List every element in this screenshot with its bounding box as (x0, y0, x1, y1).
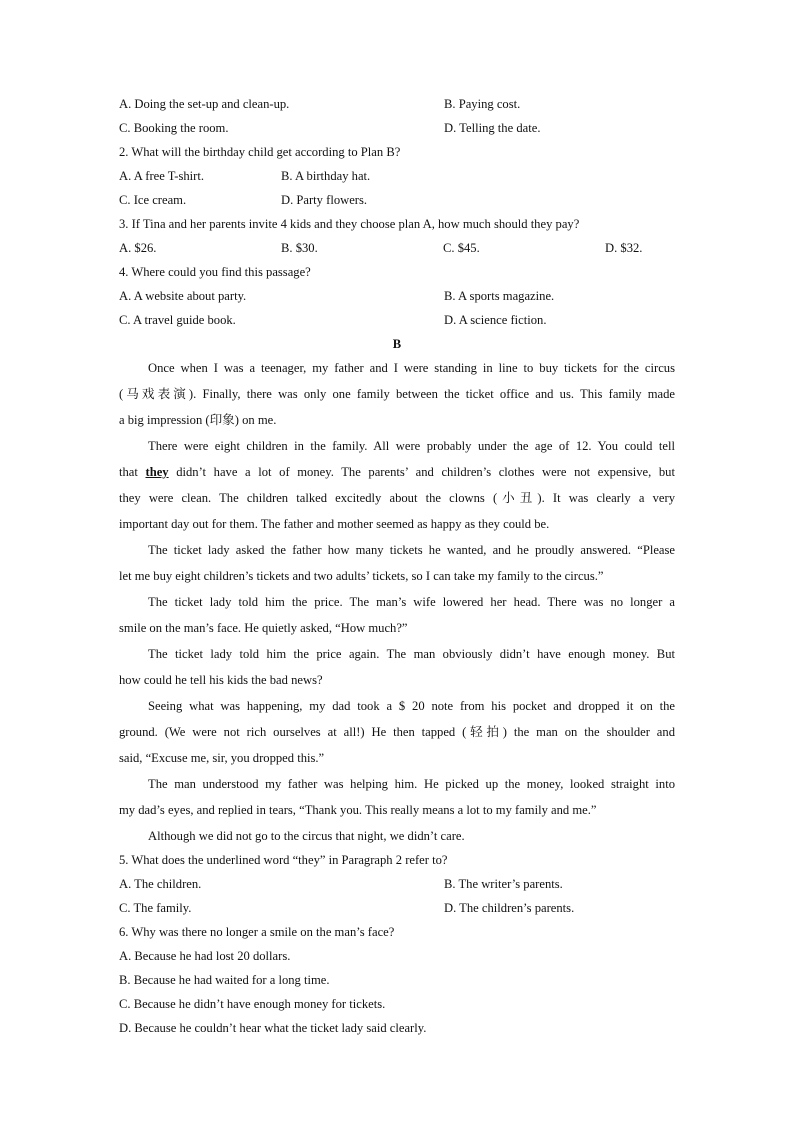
q2-option-a: A. A free T-shirt. (119, 169, 205, 183)
q2-options-row-1 (119, 164, 675, 188)
passage-line: Once when I was a teenager, my father and I were standing in line to buy tickets for the circus (148, 361, 675, 375)
q1-option-c: C. Booking the room. (119, 121, 229, 135)
q1-option-a: A. Doing the set-up and clean-up. (119, 97, 290, 111)
q6-option-d: D. Because he couldn’t hear what the ticket lady said clearly. (119, 1021, 427, 1035)
text-fragment: didn’t have a lot of money. The parents’ and children’s clothes were not expensive, but (168, 465, 675, 479)
text-fragment: that (119, 465, 146, 479)
passage-line: The ticket lady told him the price. The man’s wife lowered her head. There was no longer a (148, 595, 675, 609)
passage-line: important day out for them. The father and mother seemed as happy as they could be. (119, 517, 550, 531)
section-b-title: B (392, 337, 402, 351)
q5-option-b: B. The writer’s parents. (444, 877, 563, 891)
q2-stem: 2. What will the birthday child get according to Plan B? (119, 145, 401, 159)
q3-option-a: A. $26. (119, 241, 157, 255)
q1-options-row-2 (119, 116, 675, 140)
q4-options-row-2 (119, 308, 675, 332)
q1-option-d: D. Telling the date. (444, 121, 541, 135)
q2-option-d: D. Party flowers. (281, 193, 368, 207)
passage-line: ground. (We were not rich ourselves at all!) He then tapped (轻拍) the man on the shoulder and (119, 725, 675, 739)
passage-b (119, 356, 675, 848)
q4-option-a: A. A website about party. (119, 289, 247, 303)
underlined-word-they: they (145, 465, 169, 479)
passage-line: The man understood my father was helping him. He picked up the money, looked straight into (148, 777, 675, 791)
q4-stem: 4. Where could you find this passage? (119, 265, 311, 279)
q5-stem: 5. What does the underlined word “they” in Paragraph 2 refer to? (119, 853, 448, 867)
q5-options-row-1 (119, 872, 675, 896)
q4-options-row-1 (119, 284, 675, 308)
q6-option-b: B. Because he had waited for a long time. (119, 973, 330, 987)
passage-line: (马戏表演). Finally, there was only one family between the ticket office and us. This family made (119, 387, 675, 401)
q5-option-d: D. The children’s parents. (444, 901, 575, 915)
passage-line: said, “Excuse me, sir, you dropped this.” (119, 751, 325, 765)
q6-option-a: A. Because he had lost 20 dollars. (119, 949, 291, 963)
q3-option-c: C. $45. (443, 241, 480, 255)
q3-option-b: B. $30. (281, 241, 318, 255)
exam-page (119, 92, 675, 1040)
passage-line-with-underline (119, 460, 675, 486)
passage-line: my dad’s eyes, and replied in tears, “Thank you. This really means a lot to my family and me.” (119, 803, 597, 817)
passage-line: a big impression (印象) on me. (119, 413, 277, 427)
q2-options-row-2 (119, 188, 675, 212)
q4-option-b: B. A sports magazine. (444, 289, 555, 303)
passage-line: The ticket lady asked the father how many tickets he wanted, and he proudly answered. “Please (148, 543, 675, 557)
passage-line: Although we did not go to the circus that night, we didn’t care. (148, 829, 465, 843)
q3-options-row (119, 236, 675, 260)
q4-option-d: D. A science fiction. (444, 313, 547, 327)
q4-option-c: C. A travel guide book. (119, 313, 236, 327)
q3-option-d: D. $32. (605, 241, 643, 255)
passage-line: smile on the man’s face. He quietly asked, “How much?” (119, 621, 408, 635)
passage-line: let me buy eight children’s tickets and two adults’ tickets, so I can take my family to the circus.” (119, 569, 604, 583)
q6-option-c: C. Because he didn’t have enough money for tickets. (119, 997, 386, 1011)
q6-stem: 6. Why was there no longer a smile on the man’s face? (119, 925, 395, 939)
q3-stem: 3. If Tina and her parents invite 4 kids and they choose plan A, how much should they pay? (119, 217, 580, 231)
passage-line: they were clean. The children talked excitedly about the clowns (小丑). It was clearly a very (119, 491, 675, 505)
passage-line: There were eight children in the family. All were probably under the age of 12. You could tell (148, 439, 675, 453)
q2-option-c: C. Ice cream. (119, 193, 187, 207)
q1-option-b: B. Paying cost. (444, 97, 521, 111)
q1-options-row-1 (119, 92, 675, 116)
passage-line: how could he tell his kids the bad news? (119, 673, 323, 687)
q5-options-row-2 (119, 896, 675, 920)
q5-option-a: A. The children. (119, 877, 202, 891)
q5-option-c: C. The family. (119, 901, 192, 915)
q2-option-b: B. A birthday hat. (281, 169, 371, 183)
passage-line: Seeing what was happening, my dad took a $ 20 note from his pocket and dropped it on the (148, 699, 675, 713)
passage-line: The ticket lady told him the price again. The man obviously didn’t have enough money. But (148, 647, 675, 661)
